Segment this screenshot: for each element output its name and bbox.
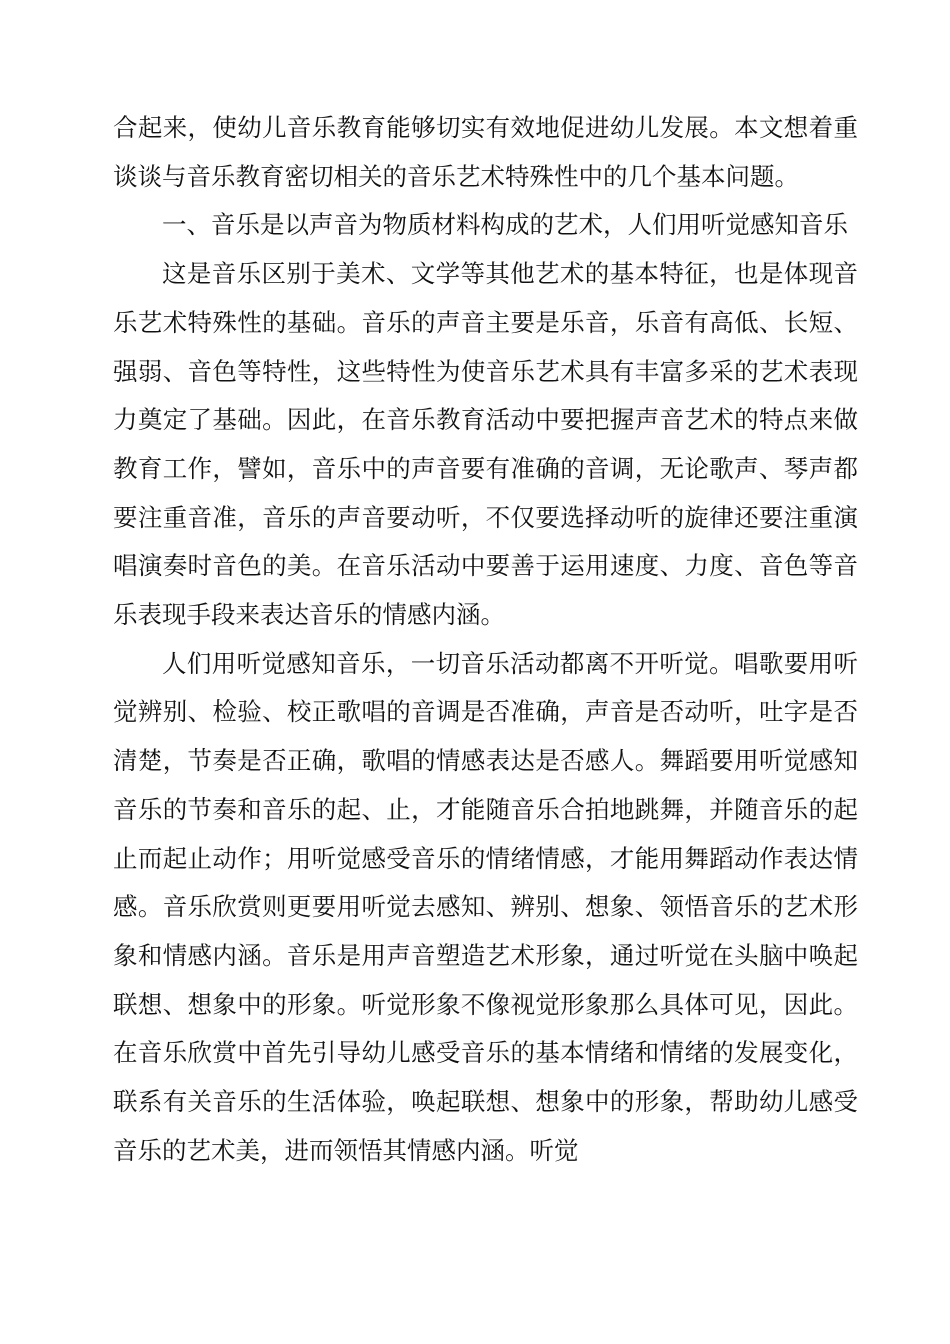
paragraph-continuation: 合起来，使幼儿音乐教育能够切实有效地促进幼儿发展。本文想着重谈谈与音乐教育密切相关的音乐艺术特殊性中的几个基本问题。 — [113, 113, 858, 191]
body-text — [113, 104, 858, 1175]
paragraph: 人们用听觉感知音乐，一切音乐活动都离不开听觉。唱歌要用听觉辨别、检验、校正歌唱的音调是否准确，声音是否动听，吐字是否清楚，节奏是否正确，歌唱的情感表达是否感人。舞蹈要用听觉感知音乐的节奏和音乐的起、止，才能随音乐合拍地跳舞，并随音乐的起止而起止动作；用听觉感受音乐的情绪情感，才能用舞蹈动作表达情感。音乐欣赏则更要用听觉去感知、辨别、想象、领悟音乐的艺术形象和情感内涵。音乐是用声音塑造艺术形象，通过听觉在头脑中唤起联想、想象中的形象。听觉形象不像视觉形象那么具体可见，因此。在音乐欣赏中首先引导幼儿感受音乐的基本情绪和情绪的发展变化，联系有关音乐的生活体验，唤起联想、想象中的形象，帮助幼儿感受音乐的艺术美，进而领悟其情感内涵。听觉 — [113, 648, 858, 1165]
paragraph: 这是音乐区别于美术、文学等其他艺术的基本特征，也是体现音乐艺术特殊性的基础。音乐的声音主要是乐音，乐音有高低、长短、强弱、音色等特性，这些特性为使音乐艺术具有丰富多采的艺术表现力奠定了基础。因此，在音乐教育活动中要把握声音艺术的特点来做教育工作，譬如，音乐中的声音要有准确的音调，无论歌声、琴声都要注重音准，音乐的声音要动听，不仅要选择动听的旋律还要注重演唱演奏时音色的美。在音乐活动中要善于运用速度、力度、音色等音乐表现手段来表达音乐的情感内涵。 — [113, 259, 858, 630]
section-heading: 一、音乐是以声音为物质材料构成的艺术，人们用听觉感知音乐 — [162, 210, 848, 240]
